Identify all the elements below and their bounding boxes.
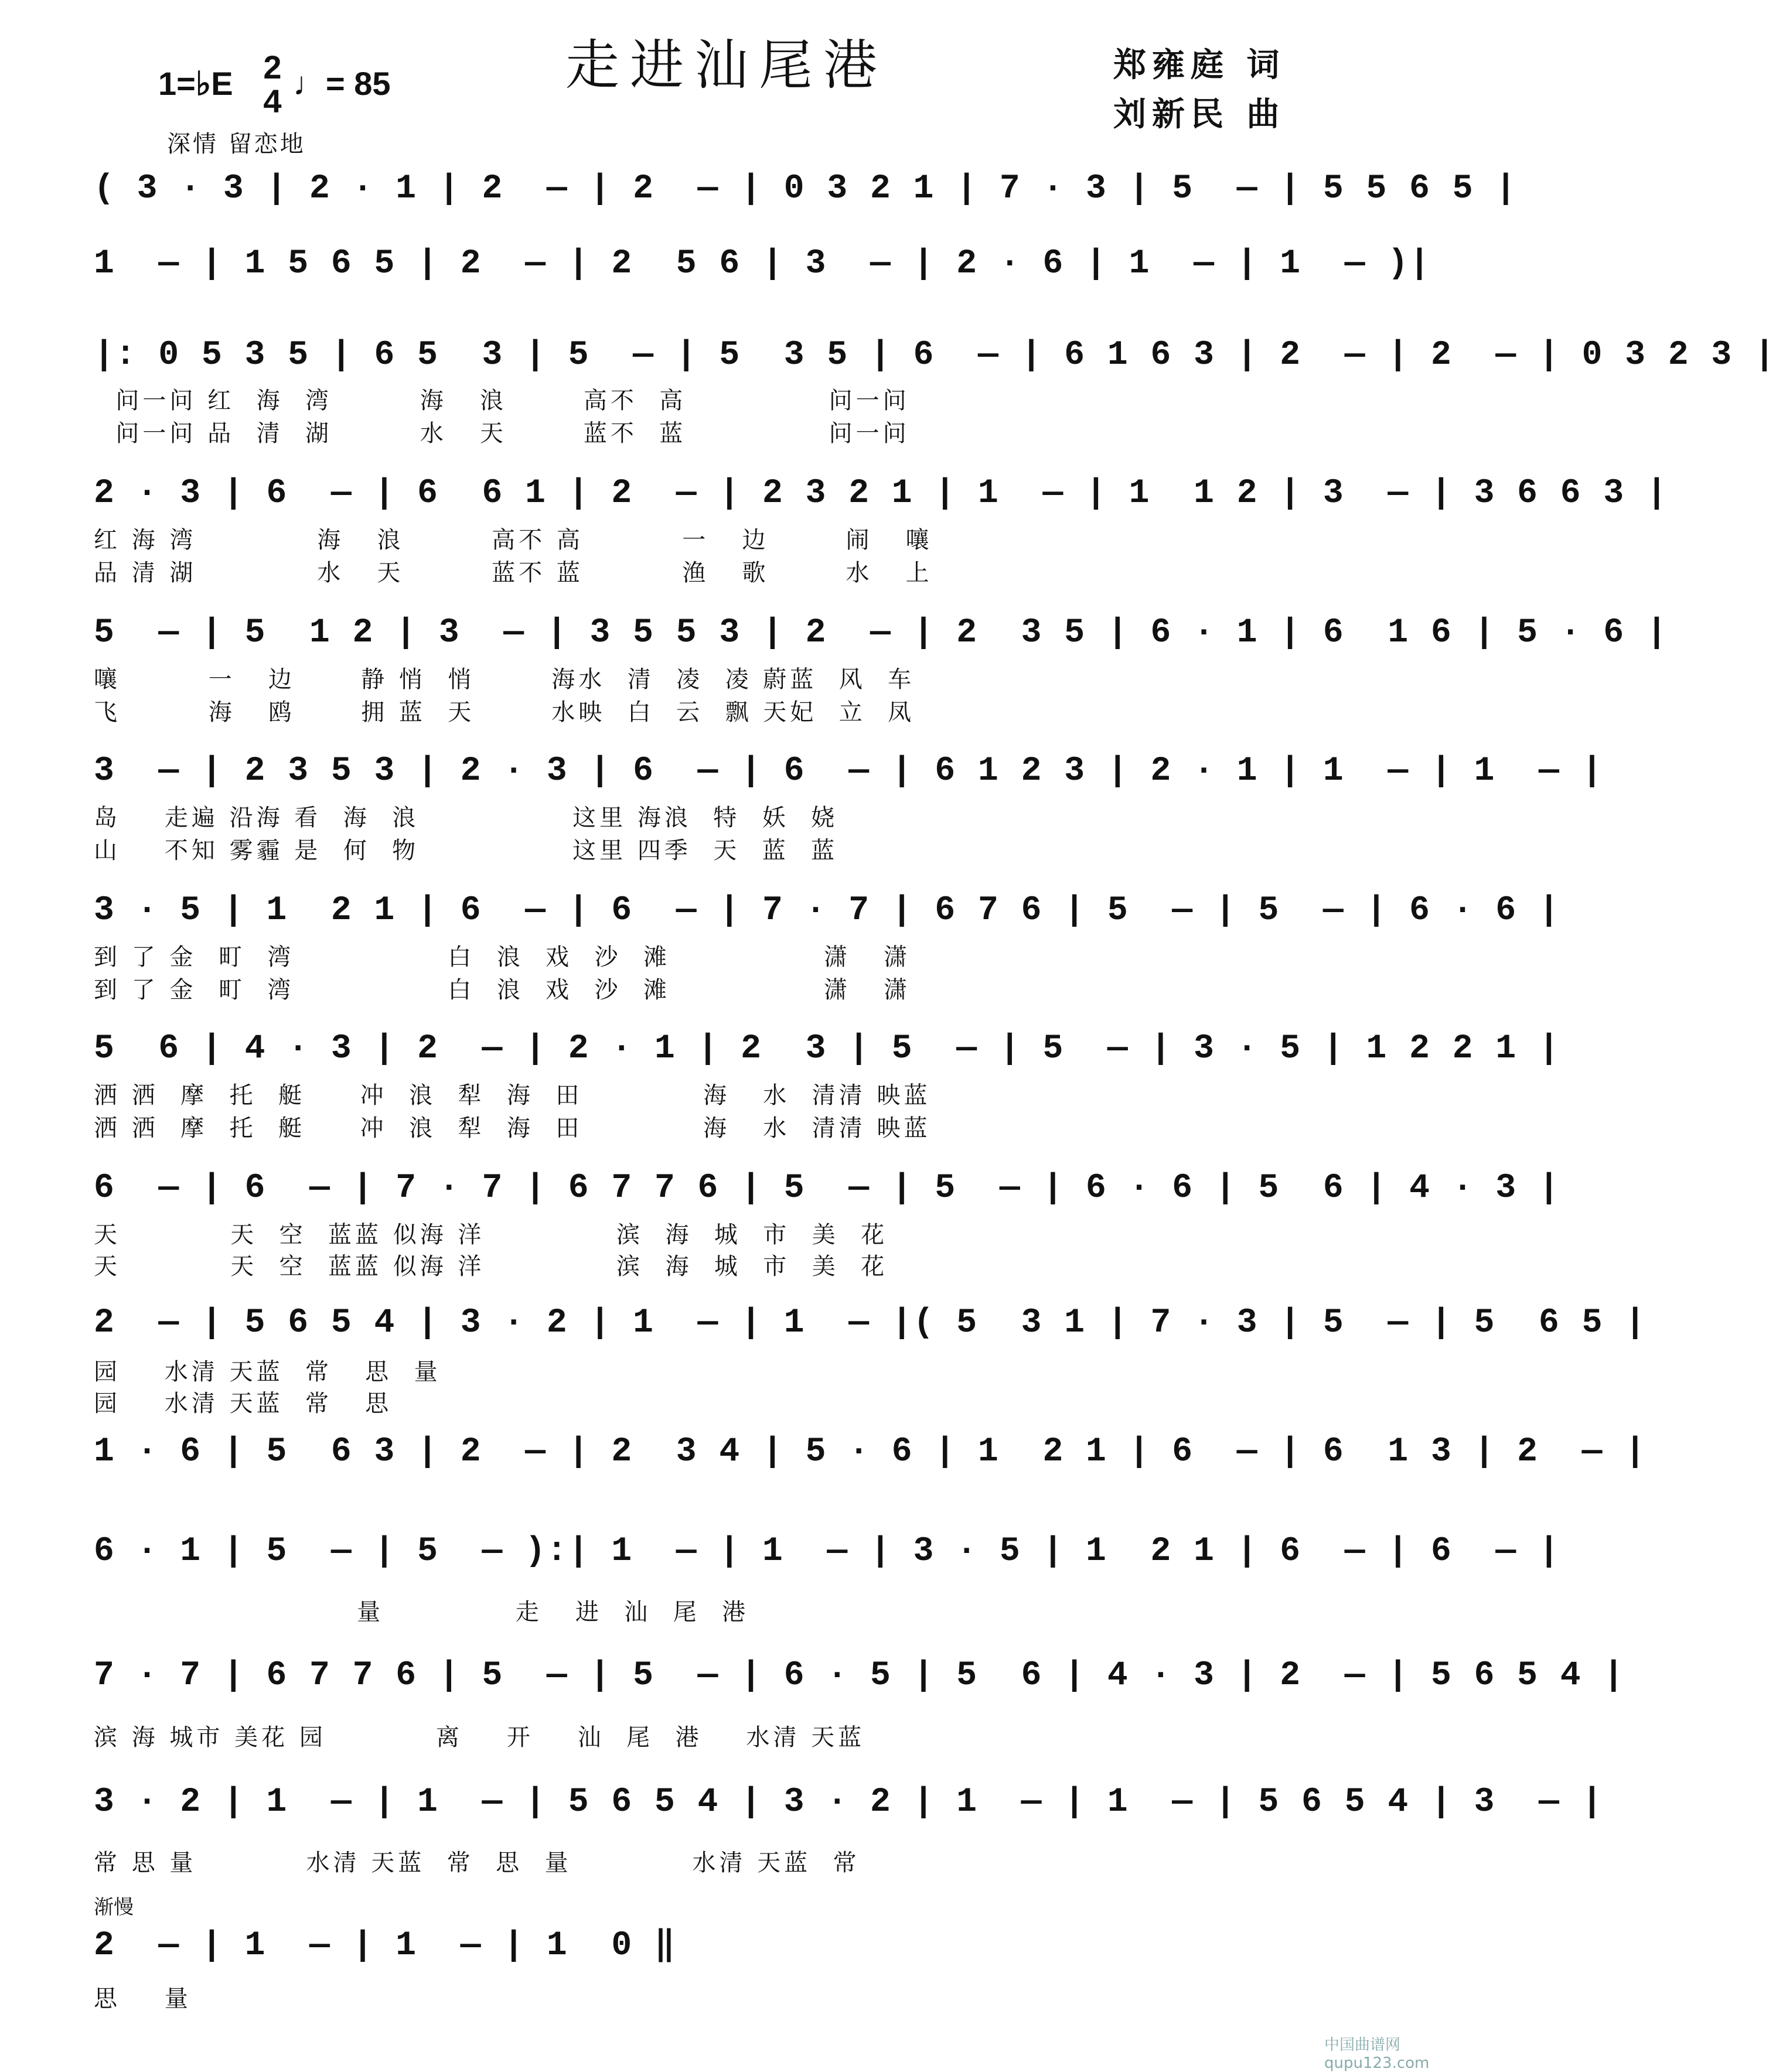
lyric-line-9a: 天 天 空 蓝蓝 似海 洋 滨 海 城 市 美 花 (94, 1221, 888, 1248)
lyric-line-8b: 洒 洒 摩 托 艇 冲 浪 犁 海 田 海 水 清清 映蓝 (94, 1115, 931, 1142)
lyric-line-10a: 园 水清 天蓝 常 思 量 (94, 1358, 441, 1385)
key-signature: 1=♭E (158, 65, 233, 102)
lyric-line-12a: 量 走 进 汕 尾 港 (94, 1599, 749, 1626)
lyric-line-5a: 嚷 一 边 静 悄 悄 海水 清 凌 凌 蔚蓝 风 车 (94, 666, 915, 693)
score-line-11: 1 · 6 | 5 6 3 | 2 — | 2 3 4 | 5 · 6 | 1 2 1 | 6 — | 6 1 3 | 2 — | (94, 1433, 1647, 1471)
score-line-3: |: 0 5 3 5 | 6 5 3 | 5 — | 5 3 5 | 6 — | 6 1 6 3 | 2 — | 2 — | 0 3 2 3 | (94, 336, 1776, 374)
lyric-line-6b: 山 不知 雾霾 是 何 物 这里 四季 天 蓝 蓝 (94, 837, 838, 864)
lyric-line-7b: 到 了 金 町 湾 白 浪 戏 沙 滩 潇 潇 (94, 977, 911, 1003)
score-line-12: 6 · 1 | 5 — | 5 — ):| 1 — | 1 — | 3 · 5 | 1 2 1 | 6 — | 6 — | (94, 1532, 1560, 1571)
ritardando-marking: 渐慢 (94, 1896, 134, 1919)
lyric-line-4b: 品 清 湖 水 天 蓝不 蓝 渔 歌 水 上 (94, 559, 933, 586)
lyric-line-7a: 到 了 金 町 湾 白 浪 戏 沙 滩 潇 潇 (94, 944, 911, 971)
score-line-13: 7 · 7 | 6 7 7 6 | 5 — | 5 — | 6 · 5 | 5 6 | 4 · 3 | 2 — | 5 6 5 4 | (94, 1657, 1625, 1695)
composer: 刘新民 曲 (1113, 95, 1286, 134)
song-title: 走进汕尾港 (565, 34, 888, 97)
tempo-marking: ♩= 85 (293, 65, 391, 102)
score-line-8: 5 6 | 4 · 3 | 2 — | 2 · 1 | 2 3 | 5 — | 5 — | 3 · 5 | 1 2 2 1 | (94, 1030, 1560, 1068)
score-line-15: 2 — | 1 — | 1 — | 1 0 ‖ (94, 1927, 676, 1965)
lyric-line-4a: 红 海 湾 海 浪 高不 高 一 边 闹 嚷 (94, 527, 933, 554)
score-line-5: 5 — | 5 1 2 | 3 — | 3 5 5 3 | 2 — | 2 3 5 | 6 · 1 | 6 1 6 | 5 · 6 | (94, 614, 1668, 652)
score-line-14: 3 · 2 | 1 — | 1 — | 5 6 5 4 | 3 · 2 | 1 — | 1 — | 5 6 5 4 | 3 — | (94, 1783, 1604, 1821)
score-line-9: 6 — | 6 — | 7 · 7 | 6 7 7 6 | 5 — | 5 — | 6 · 6 | 5 6 | 4 · 3 | (94, 1169, 1560, 1207)
lyric-line-13a: 滨 海 城市 美花 园 离 开 汕 尾 港 水清 天蓝 (94, 1724, 865, 1751)
lyric-line-8a: 洒 洒 摩 托 艇 冲 浪 犁 海 田 海 水 清清 映蓝 (94, 1082, 931, 1109)
time-signature-bottom: 4 (263, 83, 282, 120)
score-line-1: ( 3 · 3 | 2 · 1 | 2 — | 2 — | 0 3 2 1 | 7 · 3 | 5 — | 5 5 6 5 | (94, 170, 1518, 208)
score-line-2: 1 — | 1 5 6 5 | 2 — | 2 5 6 | 3 — | 2 · 6 | 1 — | 1 — )| (94, 245, 1431, 283)
score-line-6: 3 — | 2 3 5 3 | 2 · 3 | 6 — | 6 — | 6 1 2 3 | 2 · 1 | 1 — | 1 — | (94, 752, 1604, 790)
lyricist: 郑雍庭 词 (1113, 46, 1286, 84)
score-line-4: 2 · 3 | 6 — | 6 6 1 | 2 — | 2 3 2 1 | 1 — | 1 1 2 | 3 — | 3 6 6 3 | (94, 475, 1668, 513)
expression-marking: 深情 留恋地 (167, 131, 306, 158)
lyric-line-3a: 问一问 红 海 湾 海 浪 高不 高 问一问 (94, 387, 910, 414)
lyric-line-15a: 思 量 (94, 1985, 192, 2012)
lyric-line-3b: 问一问 品 清 湖 水 天 蓝不 蓝 问一问 (94, 420, 910, 447)
lyric-line-14a: 常 思 量 水清 天蓝 常 思 量 水清 天蓝 常 (94, 1849, 860, 1876)
watermark: 中国曲谱网 qupu123.com (1324, 2036, 1430, 2072)
score-line-7: 3 · 5 | 1 2 1 | 6 — | 6 — | 7 · 7 | 6 7 6 | 5 — | 5 — | 6 · 6 | (94, 892, 1560, 930)
lyric-line-5b: 飞 海 鸥 拥 蓝 天 水映 白 云 飘 天妃 立 凤 (94, 699, 915, 726)
score-line-10: 2 — | 5 6 5 4 | 3 · 2 | 1 — | 1 — |( 5 3 1 | 7 · 3 | 5 — | 5 6 5 | (94, 1304, 1647, 1342)
time-signature (258, 50, 287, 118)
lyric-line-10b: 园 水清 天蓝 常 思 (94, 1390, 393, 1417)
lyric-line-9b: 天 天 空 蓝蓝 似海 洋 滨 海 城 市 美 花 (94, 1253, 888, 1280)
credits (1113, 41, 1286, 139)
time-signature-top: 2 (263, 49, 282, 86)
lyric-line-6a: 岛 走遍 沿海 看 海 浪 这里 海浪 特 妖 娆 (94, 804, 838, 831)
